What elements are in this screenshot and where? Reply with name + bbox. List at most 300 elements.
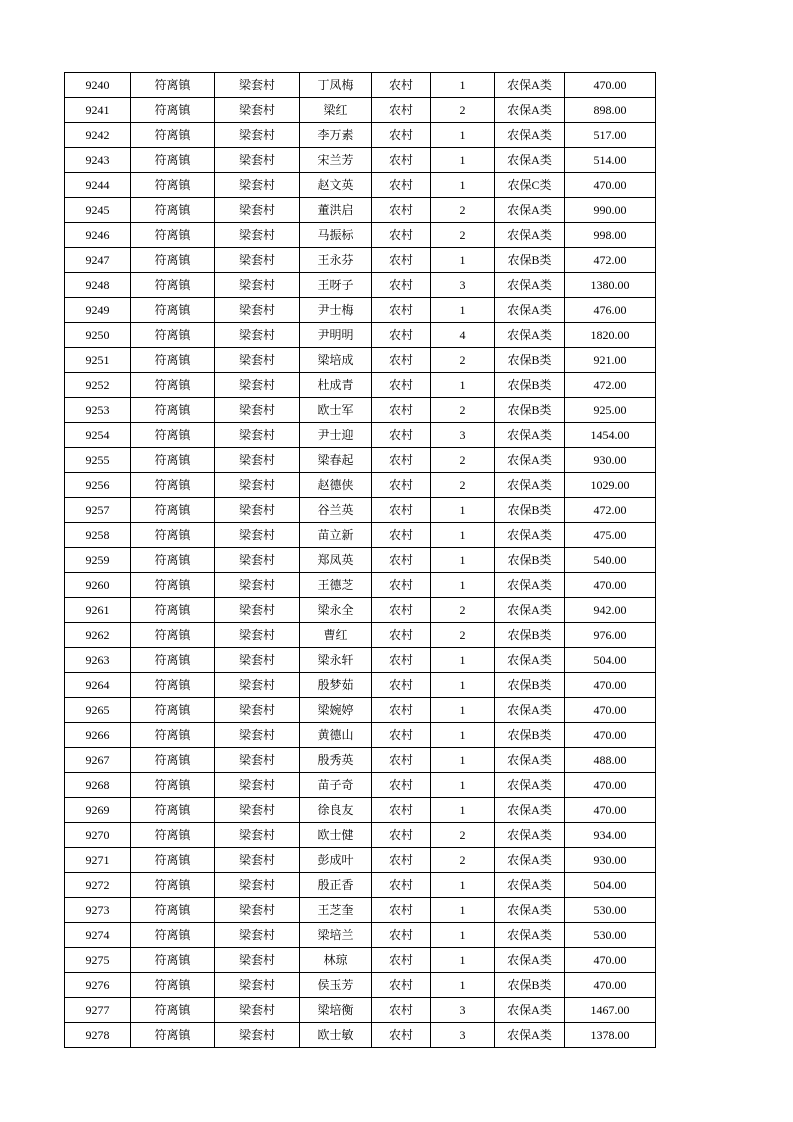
cell-amount: 1378.00 xyxy=(565,1023,656,1048)
cell-residence: 农村 xyxy=(372,748,431,773)
cell-residence: 农村 xyxy=(372,473,431,498)
cell-id: 9244 xyxy=(65,173,131,198)
cell-category: 农保A类 xyxy=(495,148,565,173)
table-row xyxy=(65,648,656,673)
cell-town: 符离镇 xyxy=(131,898,215,923)
cell-count: 1 xyxy=(431,723,495,748)
cell-count: 1 xyxy=(431,648,495,673)
cell-village: 梁套村 xyxy=(215,373,300,398)
cell-town: 符离镇 xyxy=(131,223,215,248)
cell-count: 2 xyxy=(431,823,495,848)
cell-town: 符离镇 xyxy=(131,923,215,948)
cell-name: 梁婉婷 xyxy=(300,698,372,723)
cell-name: 尹士梅 xyxy=(300,298,372,323)
cell-village: 梁套村 xyxy=(215,773,300,798)
cell-town: 符离镇 xyxy=(131,723,215,748)
cell-name: 马振标 xyxy=(300,223,372,248)
cell-count: 2 xyxy=(431,448,495,473)
cell-town: 符离镇 xyxy=(131,498,215,523)
cell-name: 王德芝 xyxy=(300,573,372,598)
cell-village: 梁套村 xyxy=(215,223,300,248)
cell-name: 梁红 xyxy=(300,98,372,123)
cell-name: 谷兰英 xyxy=(300,498,372,523)
cell-name: 欧士军 xyxy=(300,398,372,423)
cell-residence: 农村 xyxy=(372,148,431,173)
cell-residence: 农村 xyxy=(372,173,431,198)
cell-id: 9246 xyxy=(65,223,131,248)
cell-category: 农保B类 xyxy=(495,548,565,573)
cell-amount: 504.00 xyxy=(565,873,656,898)
table-row xyxy=(65,548,656,573)
table-row xyxy=(65,348,656,373)
cell-residence: 农村 xyxy=(372,698,431,723)
cell-id: 9274 xyxy=(65,923,131,948)
cell-count: 3 xyxy=(431,1023,495,1048)
cell-residence: 农村 xyxy=(372,448,431,473)
cell-count: 1 xyxy=(431,548,495,573)
table-row xyxy=(65,273,656,298)
cell-village: 梁套村 xyxy=(215,398,300,423)
cell-name: 梁培成 xyxy=(300,348,372,373)
cell-id: 9243 xyxy=(65,148,131,173)
cell-village: 梁套村 xyxy=(215,73,300,98)
cell-name: 梁培衡 xyxy=(300,998,372,1023)
cell-amount: 1454.00 xyxy=(565,423,656,448)
cell-count: 2 xyxy=(431,348,495,373)
cell-name: 黄德山 xyxy=(300,723,372,748)
cell-amount: 976.00 xyxy=(565,623,656,648)
cell-name: 王芝奎 xyxy=(300,898,372,923)
cell-id: 9257 xyxy=(65,498,131,523)
cell-village: 梁套村 xyxy=(215,673,300,698)
cell-count: 1 xyxy=(431,873,495,898)
table-row xyxy=(65,823,656,848)
cell-town: 符离镇 xyxy=(131,323,215,348)
cell-count: 2 xyxy=(431,98,495,123)
cell-category: 农保A类 xyxy=(495,223,565,248)
cell-town: 符离镇 xyxy=(131,873,215,898)
cell-residence: 农村 xyxy=(372,373,431,398)
cell-amount: 1029.00 xyxy=(565,473,656,498)
cell-village: 梁套村 xyxy=(215,748,300,773)
cell-village: 梁套村 xyxy=(215,923,300,948)
cell-town: 符离镇 xyxy=(131,698,215,723)
table-row xyxy=(65,798,656,823)
cell-category: 农保A类 xyxy=(495,298,565,323)
table-row xyxy=(65,623,656,648)
cell-town: 符离镇 xyxy=(131,673,215,698)
cell-village: 梁套村 xyxy=(215,348,300,373)
cell-town: 符离镇 xyxy=(131,798,215,823)
cell-town: 符离镇 xyxy=(131,748,215,773)
table-row xyxy=(65,873,656,898)
cell-category: 农保C类 xyxy=(495,173,565,198)
cell-name: 李万素 xyxy=(300,123,372,148)
cell-residence: 农村 xyxy=(372,973,431,998)
cell-village: 梁套村 xyxy=(215,498,300,523)
table-row xyxy=(65,373,656,398)
cell-id: 9268 xyxy=(65,773,131,798)
cell-town: 符离镇 xyxy=(131,473,215,498)
table-row xyxy=(65,73,656,98)
cell-residence: 农村 xyxy=(372,523,431,548)
cell-count: 1 xyxy=(431,698,495,723)
table-row xyxy=(65,1023,656,1048)
cell-town: 符离镇 xyxy=(131,848,215,873)
cell-id: 9242 xyxy=(65,123,131,148)
cell-amount: 470.00 xyxy=(565,798,656,823)
cell-village: 梁套村 xyxy=(215,873,300,898)
cell-amount: 517.00 xyxy=(565,123,656,148)
cell-amount: 930.00 xyxy=(565,848,656,873)
cell-amount: 470.00 xyxy=(565,773,656,798)
cell-id: 9248 xyxy=(65,273,131,298)
cell-category: 农保B类 xyxy=(495,623,565,648)
cell-category: 农保A类 xyxy=(495,998,565,1023)
cell-category: 农保A类 xyxy=(495,873,565,898)
cell-amount: 472.00 xyxy=(565,248,656,273)
cell-id: 9265 xyxy=(65,698,131,723)
cell-id: 9252 xyxy=(65,373,131,398)
cell-village: 梁套村 xyxy=(215,623,300,648)
cell-residence: 农村 xyxy=(372,948,431,973)
cell-id: 9262 xyxy=(65,623,131,648)
cell-name: 丁凤梅 xyxy=(300,73,372,98)
cell-id: 9266 xyxy=(65,723,131,748)
cell-id: 9264 xyxy=(65,673,131,698)
cell-count: 1 xyxy=(431,523,495,548)
cell-category: 农保A类 xyxy=(495,923,565,948)
table-row xyxy=(65,123,656,148)
cell-amount: 514.00 xyxy=(565,148,656,173)
table-row xyxy=(65,923,656,948)
cell-village: 梁套村 xyxy=(215,973,300,998)
table-row xyxy=(65,998,656,1023)
cell-count: 1 xyxy=(431,773,495,798)
cell-residence: 农村 xyxy=(372,548,431,573)
cell-id: 9240 xyxy=(65,73,131,98)
cell-amount: 998.00 xyxy=(565,223,656,248)
cell-town: 符离镇 xyxy=(131,198,215,223)
cell-count: 3 xyxy=(431,273,495,298)
cell-town: 符离镇 xyxy=(131,948,215,973)
cell-count: 1 xyxy=(431,748,495,773)
cell-count: 2 xyxy=(431,598,495,623)
cell-id: 9271 xyxy=(65,848,131,873)
cell-count: 3 xyxy=(431,998,495,1023)
cell-category: 农保A类 xyxy=(495,948,565,973)
cell-category: 农保A类 xyxy=(495,773,565,798)
cell-town: 符离镇 xyxy=(131,148,215,173)
cell-residence: 农村 xyxy=(372,73,431,98)
cell-count: 2 xyxy=(431,473,495,498)
cell-town: 符离镇 xyxy=(131,298,215,323)
cell-category: 农保A类 xyxy=(495,523,565,548)
cell-name: 侯玉芳 xyxy=(300,973,372,998)
cell-name: 殷正香 xyxy=(300,873,372,898)
table-row xyxy=(65,423,656,448)
cell-count: 1 xyxy=(431,923,495,948)
cell-town: 符离镇 xyxy=(131,1023,215,1048)
cell-count: 1 xyxy=(431,373,495,398)
table-row xyxy=(65,148,656,173)
cell-amount: 921.00 xyxy=(565,348,656,373)
cell-name: 郑凤英 xyxy=(300,548,372,573)
cell-residence: 农村 xyxy=(372,623,431,648)
cell-town: 符离镇 xyxy=(131,648,215,673)
cell-name: 赵德侠 xyxy=(300,473,372,498)
cell-count: 1 xyxy=(431,498,495,523)
cell-residence: 农村 xyxy=(372,323,431,348)
cell-category: 农保A类 xyxy=(495,848,565,873)
cell-village: 梁套村 xyxy=(215,548,300,573)
cell-count: 1 xyxy=(431,123,495,148)
cell-residence: 农村 xyxy=(372,223,431,248)
cell-name: 王呀子 xyxy=(300,273,372,298)
cell-name: 殷梦茹 xyxy=(300,673,372,698)
cell-town: 符离镇 xyxy=(131,623,215,648)
table-row xyxy=(65,473,656,498)
cell-count: 1 xyxy=(431,173,495,198)
cell-category: 农保B类 xyxy=(495,673,565,698)
cell-amount: 930.00 xyxy=(565,448,656,473)
cell-residence: 农村 xyxy=(372,898,431,923)
table-body xyxy=(65,73,656,1048)
cell-id: 9273 xyxy=(65,898,131,923)
cell-category: 农保A类 xyxy=(495,573,565,598)
cell-category: 农保B类 xyxy=(495,723,565,748)
cell-category: 农保A类 xyxy=(495,748,565,773)
cell-town: 符离镇 xyxy=(131,773,215,798)
cell-residence: 农村 xyxy=(372,273,431,298)
cell-id: 9261 xyxy=(65,598,131,623)
cell-village: 梁套村 xyxy=(215,998,300,1023)
cell-id: 9241 xyxy=(65,98,131,123)
table-row xyxy=(65,898,656,923)
cell-residence: 农村 xyxy=(372,498,431,523)
cell-amount: 470.00 xyxy=(565,173,656,198)
cell-town: 符离镇 xyxy=(131,273,215,298)
cell-id: 9275 xyxy=(65,948,131,973)
cell-residence: 农村 xyxy=(372,848,431,873)
cell-name: 宋兰芳 xyxy=(300,148,372,173)
cell-name: 董洪启 xyxy=(300,198,372,223)
cell-amount: 990.00 xyxy=(565,198,656,223)
cell-town: 符离镇 xyxy=(131,548,215,573)
cell-village: 梁套村 xyxy=(215,173,300,198)
cell-category: 农保A类 xyxy=(495,598,565,623)
cell-category: 农保A类 xyxy=(495,823,565,848)
cell-amount: 476.00 xyxy=(565,298,656,323)
cell-category: 农保A类 xyxy=(495,198,565,223)
cell-count: 1 xyxy=(431,573,495,598)
cell-town: 符离镇 xyxy=(131,98,215,123)
cell-name: 赵文英 xyxy=(300,173,372,198)
cell-name: 徐良友 xyxy=(300,798,372,823)
cell-residence: 农村 xyxy=(372,598,431,623)
cell-count: 2 xyxy=(431,848,495,873)
cell-town: 符离镇 xyxy=(131,398,215,423)
cell-town: 符离镇 xyxy=(131,123,215,148)
cell-residence: 农村 xyxy=(372,673,431,698)
cell-category: 农保A类 xyxy=(495,273,565,298)
table-row xyxy=(65,298,656,323)
cell-amount: 925.00 xyxy=(565,398,656,423)
table-row xyxy=(65,198,656,223)
cell-category: 农保A类 xyxy=(495,323,565,348)
cell-amount: 504.00 xyxy=(565,648,656,673)
cell-amount: 470.00 xyxy=(565,673,656,698)
cell-amount: 1467.00 xyxy=(565,998,656,1023)
cell-village: 梁套村 xyxy=(215,98,300,123)
cell-amount: 470.00 xyxy=(565,948,656,973)
cell-amount: 934.00 xyxy=(565,823,656,848)
cell-name: 尹士迎 xyxy=(300,423,372,448)
table-row xyxy=(65,748,656,773)
cell-residence: 农村 xyxy=(372,798,431,823)
cell-town: 符离镇 xyxy=(131,598,215,623)
cell-town: 符离镇 xyxy=(131,173,215,198)
cell-name: 欧士敏 xyxy=(300,1023,372,1048)
cell-count: 2 xyxy=(431,223,495,248)
table-row xyxy=(65,398,656,423)
cell-residence: 农村 xyxy=(372,298,431,323)
cell-count: 3 xyxy=(431,423,495,448)
cell-id: 9250 xyxy=(65,323,131,348)
cell-town: 符离镇 xyxy=(131,573,215,598)
cell-name: 彭成叶 xyxy=(300,848,372,873)
cell-id: 9253 xyxy=(65,398,131,423)
cell-amount: 1380.00 xyxy=(565,273,656,298)
table-row xyxy=(65,573,656,598)
cell-village: 梁套村 xyxy=(215,823,300,848)
cell-town: 符离镇 xyxy=(131,373,215,398)
table-row xyxy=(65,523,656,548)
table-row xyxy=(65,248,656,273)
cell-id: 9258 xyxy=(65,523,131,548)
table-row xyxy=(65,598,656,623)
cell-name: 曹红 xyxy=(300,623,372,648)
cell-residence: 农村 xyxy=(372,723,431,748)
cell-category: 农保A类 xyxy=(495,1023,565,1048)
table-row xyxy=(65,948,656,973)
cell-village: 梁套村 xyxy=(215,948,300,973)
cell-amount: 472.00 xyxy=(565,373,656,398)
cell-category: 农保A类 xyxy=(495,798,565,823)
cell-id: 9269 xyxy=(65,798,131,823)
cell-amount: 475.00 xyxy=(565,523,656,548)
cell-category: 农保A类 xyxy=(495,423,565,448)
cell-village: 梁套村 xyxy=(215,598,300,623)
cell-village: 梁套村 xyxy=(215,648,300,673)
cell-category: 农保A类 xyxy=(495,73,565,98)
table-row xyxy=(65,848,656,873)
cell-amount: 530.00 xyxy=(565,898,656,923)
cell-count: 1 xyxy=(431,248,495,273)
cell-count: 1 xyxy=(431,673,495,698)
cell-town: 符离镇 xyxy=(131,523,215,548)
cell-village: 梁套村 xyxy=(215,573,300,598)
cell-amount: 942.00 xyxy=(565,598,656,623)
cell-id: 9270 xyxy=(65,823,131,848)
cell-id: 9278 xyxy=(65,1023,131,1048)
cell-residence: 农村 xyxy=(372,98,431,123)
table-row xyxy=(65,723,656,748)
cell-name: 杜成青 xyxy=(300,373,372,398)
cell-town: 符离镇 xyxy=(131,248,215,273)
cell-residence: 农村 xyxy=(372,823,431,848)
cell-residence: 农村 xyxy=(372,1023,431,1048)
cell-count: 2 xyxy=(431,623,495,648)
cell-id: 9263 xyxy=(65,648,131,673)
cell-name: 尹明明 xyxy=(300,323,372,348)
cell-village: 梁套村 xyxy=(215,723,300,748)
cell-name: 梁永全 xyxy=(300,598,372,623)
cell-name: 梁春起 xyxy=(300,448,372,473)
cell-id: 9255 xyxy=(65,448,131,473)
table-row xyxy=(65,773,656,798)
cell-amount: 470.00 xyxy=(565,698,656,723)
cell-id: 9267 xyxy=(65,748,131,773)
table-row xyxy=(65,448,656,473)
cell-village: 梁套村 xyxy=(215,323,300,348)
table-row xyxy=(65,98,656,123)
table-row xyxy=(65,973,656,998)
cell-id: 9272 xyxy=(65,873,131,898)
cell-residence: 农村 xyxy=(372,423,431,448)
cell-residence: 农村 xyxy=(372,123,431,148)
cell-name: 殷秀英 xyxy=(300,748,372,773)
cell-town: 符离镇 xyxy=(131,73,215,98)
cell-count: 1 xyxy=(431,298,495,323)
cell-amount: 540.00 xyxy=(565,548,656,573)
cell-name: 梁培兰 xyxy=(300,923,372,948)
cell-category: 农保A类 xyxy=(495,98,565,123)
cell-category: 农保B类 xyxy=(495,973,565,998)
cell-id: 9249 xyxy=(65,298,131,323)
cell-village: 梁套村 xyxy=(215,298,300,323)
cell-amount: 472.00 xyxy=(565,498,656,523)
cell-town: 符离镇 xyxy=(131,998,215,1023)
cell-residence: 农村 xyxy=(372,248,431,273)
cell-residence: 农村 xyxy=(372,198,431,223)
cell-amount: 898.00 xyxy=(565,98,656,123)
cell-count: 4 xyxy=(431,323,495,348)
table-row xyxy=(65,223,656,248)
cell-count: 1 xyxy=(431,948,495,973)
cell-category: 农保B类 xyxy=(495,398,565,423)
cell-village: 梁套村 xyxy=(215,898,300,923)
cell-category: 农保B类 xyxy=(495,498,565,523)
cell-village: 梁套村 xyxy=(215,473,300,498)
cell-amount: 470.00 xyxy=(565,723,656,748)
cell-category: 农保A类 xyxy=(495,898,565,923)
table-row xyxy=(65,698,656,723)
cell-town: 符离镇 xyxy=(131,823,215,848)
cell-count: 1 xyxy=(431,898,495,923)
cell-name: 欧士健 xyxy=(300,823,372,848)
cell-residence: 农村 xyxy=(372,398,431,423)
cell-amount: 470.00 xyxy=(565,573,656,598)
cell-name: 林琼 xyxy=(300,948,372,973)
table-row xyxy=(65,498,656,523)
cell-village: 梁套村 xyxy=(215,848,300,873)
cell-category: 农保A类 xyxy=(495,473,565,498)
cell-id: 9256 xyxy=(65,473,131,498)
cell-amount: 1820.00 xyxy=(565,323,656,348)
cell-amount: 470.00 xyxy=(565,73,656,98)
cell-village: 梁套村 xyxy=(215,123,300,148)
